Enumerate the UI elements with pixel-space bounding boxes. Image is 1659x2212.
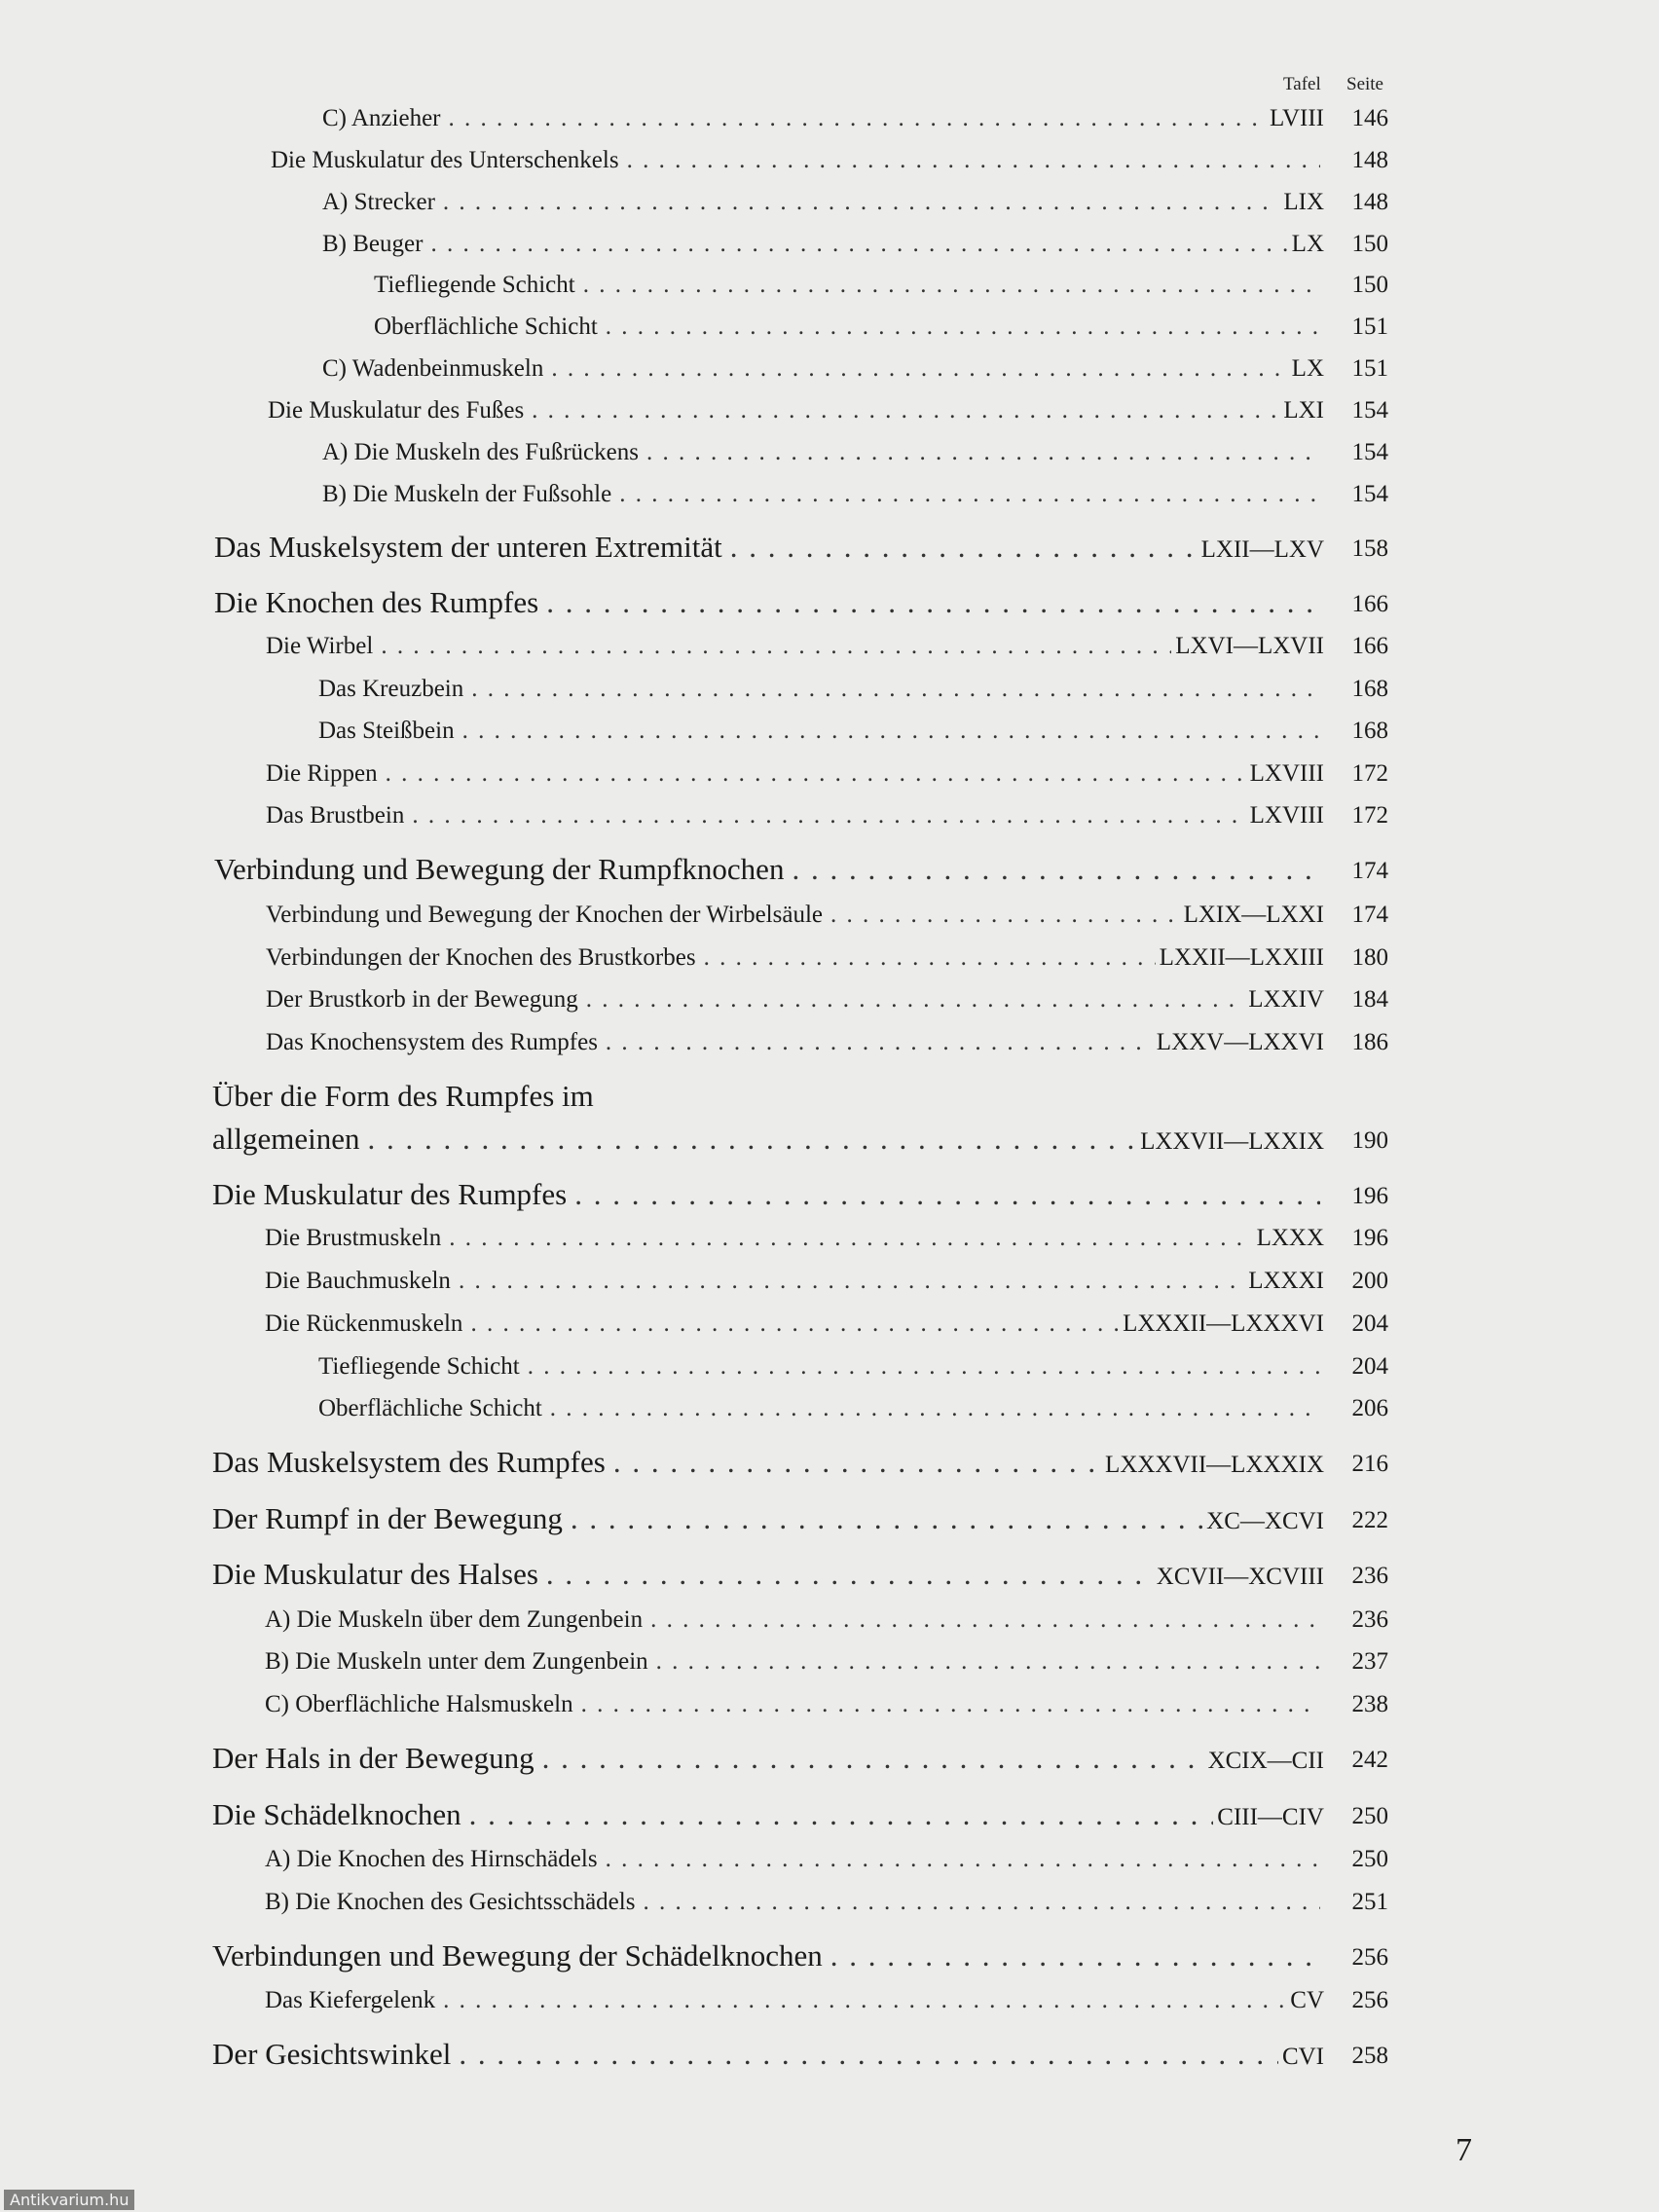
dot-leader <box>551 355 1287 383</box>
dot-leader <box>571 1501 1202 1536</box>
toc-entry-title: Der Gesichtswinkel <box>212 2037 452 2071</box>
toc-entry-page: 256 <box>1351 1944 1388 1971</box>
toc-entry-page: 158 <box>1351 535 1388 562</box>
toc-entry-page: 166 <box>1351 591 1388 617</box>
toc-entry <box>266 760 1324 799</box>
toc-entry-page: 168 <box>1351 718 1388 744</box>
toc-entry-tafel: XC—XCVI <box>1206 1508 1324 1534</box>
toc-entry-tafel: LXXXI <box>1248 1268 1324 1294</box>
toc-entry-title: Die Wirbel <box>266 633 374 659</box>
toc-entry-title: Oberflächliche Schicht <box>374 313 598 340</box>
toc-entry-page: 186 <box>1351 1029 1388 1055</box>
toc-entry-page: 184 <box>1351 986 1388 1013</box>
toc-entry-tafel: LXXXVII—LXXXIX <box>1105 1452 1324 1478</box>
toc-entry <box>322 189 1324 228</box>
toc-entry-page: 154 <box>1351 397 1388 424</box>
toc-entry-title: C) Anzieher <box>322 105 441 131</box>
dot-leader <box>412 802 1245 830</box>
page-number: 7 <box>1456 2132 1472 2168</box>
toc-entry-tafel: XCVII—XCVIII <box>1156 1564 1324 1590</box>
toc-entry-title: Der Hals in der Bewegung <box>212 1741 535 1775</box>
dot-leader <box>656 1648 1320 1676</box>
toc-entry <box>212 1501 1324 1540</box>
toc-entry <box>322 355 1324 394</box>
toc-entry-title: B) Die Knochen des Gesichtsschädels <box>265 1889 636 1915</box>
toc-entry-page: 216 <box>1351 1451 1388 1477</box>
toc-entry-page: 196 <box>1351 1183 1388 1209</box>
dot-leader <box>386 760 1246 788</box>
toc-entry-page: 204 <box>1351 1353 1388 1380</box>
dot-leader <box>381 633 1171 660</box>
toc-entry <box>318 1353 1324 1392</box>
toc-entry-page: 250 <box>1351 1803 1388 1829</box>
toc-entry-page: 174 <box>1351 858 1388 884</box>
toc-entry <box>266 1029 1324 1068</box>
toc-entry-tafel: LXXVII—LXXIX <box>1140 1128 1324 1155</box>
toc-entry-title: Das Muskelsystem des Rumpfes <box>212 1445 606 1479</box>
dot-leader <box>546 1557 1153 1592</box>
toc-entry <box>265 1648 1324 1687</box>
toc-entry-tafel: LXVIII <box>1249 760 1324 787</box>
toc-entry-title: Die Knochen des Rumpfes <box>214 585 539 619</box>
toc-entry <box>212 1445 1324 1484</box>
toc-entry <box>212 1557 1324 1596</box>
dot-leader <box>586 986 1244 1014</box>
column-header-seite: Seite <box>1346 74 1383 94</box>
toc-entry-title: Verbindungen der Knochen des Brustkorbes <box>266 944 696 971</box>
toc-entry-title: C) Wadenbeinmuskeln <box>322 355 544 382</box>
toc-entry-page: 222 <box>1351 1507 1388 1533</box>
toc-entry-page: 148 <box>1351 147 1388 173</box>
toc-entry-title: B) Die Muskeln unter dem Zungenbein <box>265 1648 648 1675</box>
toc-entry-title: Das Brustbein <box>266 802 405 829</box>
toc-entry <box>266 802 1324 841</box>
toc-entry-page: 172 <box>1351 802 1388 829</box>
dot-leader <box>704 944 1156 972</box>
toc-entry-tafel: LXII—LXV <box>1200 536 1324 563</box>
dot-leader <box>730 530 1198 565</box>
toc-entry <box>318 676 1324 715</box>
dot-leader <box>606 1029 1153 1056</box>
toc-entry <box>212 1741 1324 1780</box>
toc-entry-page: 237 <box>1351 1648 1388 1675</box>
toc-entry-tafel: LX <box>1291 231 1324 257</box>
dot-leader <box>448 105 1266 132</box>
toc-entry-title: Das Steißbein <box>318 718 455 744</box>
toc-entry-tafel: LXXX <box>1256 1225 1324 1251</box>
toc-entry-tafel: LIX <box>1283 189 1324 215</box>
toc-entry <box>265 1606 1324 1645</box>
dot-leader <box>459 1268 1244 1295</box>
toc-entry <box>322 105 1324 144</box>
toc-entry <box>265 1987 1324 2026</box>
toc-entry <box>266 902 1324 940</box>
toc-entry <box>374 272 1324 311</box>
toc-entry <box>265 1268 1324 1307</box>
toc-entry-tafel: LXXII—LXXIII <box>1159 944 1324 971</box>
column-header-tafel: Tafel <box>1283 74 1321 94</box>
toc-entry-page: 236 <box>1351 1606 1388 1633</box>
toc-entry <box>212 1079 1324 1118</box>
toc-entry-page: 196 <box>1351 1225 1388 1251</box>
dot-leader <box>443 189 1279 216</box>
toc-entry-page: 146 <box>1351 105 1388 131</box>
toc-entry-title: Verbindung und Bewegung der Rumpfknochen <box>214 852 785 886</box>
toc-entry-tafel: LXI <box>1283 397 1324 424</box>
toc-entry <box>318 1395 1324 1434</box>
toc-entry-page: 242 <box>1351 1747 1388 1773</box>
toc-entry <box>265 1225 1324 1264</box>
toc-entry-title: Verbindungen und Bewegung der Schädelknochen <box>212 1938 823 1972</box>
toc-entry-title: Die Muskulatur des Halses <box>212 1557 538 1591</box>
dot-leader <box>443 1987 1286 2014</box>
dot-leader <box>550 1395 1320 1422</box>
dot-leader <box>449 1225 1252 1252</box>
dot-leader <box>528 1353 1320 1381</box>
toc-entry <box>214 852 1324 891</box>
toc-entry-page: 150 <box>1351 231 1388 257</box>
toc-entry-page: 258 <box>1351 2043 1388 2069</box>
toc-entry-title: Über die Form des Rumpfes im <box>212 1079 594 1113</box>
toc-entry-title: Das Muskelsystem der unteren Extremität <box>214 530 722 564</box>
toc-entry-page: 236 <box>1351 1563 1388 1589</box>
toc-entry-title: Der Brustkorb in der Bewegung <box>266 986 578 1013</box>
toc-entry-tafel: XCIX—CII <box>1207 1748 1324 1774</box>
toc-entry <box>318 718 1324 756</box>
toc-entry-tafel: LX <box>1291 355 1324 382</box>
dot-leader <box>430 231 1287 258</box>
toc-entry <box>265 1889 1324 1928</box>
toc-entry-tafel: LXXV—LXXVI <box>1156 1029 1324 1055</box>
toc-entry-title: Das Knochensystem des Rumpfes <box>266 1029 598 1055</box>
toc-entry <box>214 530 1324 569</box>
toc-entry <box>374 313 1324 352</box>
toc-entry-title: A) Die Muskeln des Fußrückens <box>322 439 639 465</box>
dot-leader <box>546 585 1320 620</box>
toc-entry-page: 206 <box>1351 1395 1388 1421</box>
toc-entry-tafel: LXVIII <box>1249 802 1324 829</box>
toc-entry <box>265 1691 1324 1730</box>
toc-entry <box>322 481 1324 520</box>
toc-entry <box>265 1846 1324 1885</box>
toc-entry-page: 180 <box>1351 944 1388 971</box>
toc-entry <box>212 1122 1324 1161</box>
toc-entry-page: 151 <box>1351 355 1388 382</box>
dot-leader <box>542 1741 1204 1776</box>
toc-entry-page: 238 <box>1351 1691 1388 1717</box>
dot-leader <box>830 902 1180 929</box>
dot-leader <box>627 147 1320 174</box>
toc-entry-title: A) Strecker <box>322 189 435 215</box>
toc-entry <box>266 986 1324 1025</box>
dot-leader <box>459 2037 1278 2072</box>
toc-entry-title: Die Bauchmuskeln <box>265 1268 451 1294</box>
toc-entry-title: A) Die Knochen des Hirnschädels <box>265 1846 598 1872</box>
dot-leader <box>650 1606 1320 1634</box>
toc-entry-page: 154 <box>1351 481 1388 507</box>
dot-leader <box>613 1445 1101 1480</box>
toc-entry-title: Das Kiefergelenk <box>265 1987 436 2013</box>
dot-leader <box>532 397 1279 424</box>
toc-entry <box>322 231 1324 270</box>
toc-entry-tafel: LVIII <box>1269 105 1324 131</box>
toc-entry-title: Das Kreuzbein <box>318 676 464 702</box>
toc-entry-title: Die Schädelknochen <box>212 1797 461 1831</box>
toc-entry-title: allgemeinen <box>212 1122 360 1156</box>
dot-leader <box>581 1691 1320 1718</box>
toc-entry-page: 168 <box>1351 676 1388 702</box>
toc-entry <box>266 944 1324 983</box>
toc-entry-tafel: CIII—CIV <box>1217 1804 1324 1830</box>
dot-leader <box>470 1310 1119 1338</box>
toc-entry-title: Der Rumpf in der Bewegung <box>212 1501 563 1535</box>
toc-entry-title: Verbindung und Bewegung der Knochen der Wirbelsäule <box>266 902 823 928</box>
toc-entry-title: Die Muskulatur des Fußes <box>268 397 525 424</box>
dot-leader <box>643 1889 1320 1916</box>
toc-entry <box>271 147 1324 186</box>
toc-entry <box>212 1177 1324 1216</box>
toc-entry <box>265 1310 1324 1349</box>
toc-entry-title: B) Die Muskeln der Fußsohle <box>322 481 612 507</box>
toc-entry-title: Die Rückenmuskeln <box>265 1310 463 1337</box>
toc-entry-title: C) Oberflächliche Halsmuskeln <box>265 1691 573 1717</box>
dot-leader <box>583 272 1320 299</box>
toc-entry-page: 200 <box>1351 1268 1388 1294</box>
dot-leader <box>471 676 1320 703</box>
dot-leader <box>462 718 1320 745</box>
toc-entry <box>322 439 1324 478</box>
toc-entry-page: 154 <box>1351 439 1388 465</box>
toc-entry-title: Tiefliegende Schicht <box>374 272 575 298</box>
dot-leader <box>830 1938 1320 1973</box>
toc-entry-page: 256 <box>1351 1987 1388 2013</box>
toc-entry-page: 150 <box>1351 272 1388 298</box>
dot-leader <box>646 439 1320 466</box>
toc-entry-tafel: CV <box>1290 1987 1324 2013</box>
toc-entry-page: 166 <box>1351 633 1388 659</box>
toc-entry-title: Tiefliegende Schicht <box>318 1353 520 1380</box>
toc-entry-page: 190 <box>1351 1127 1388 1154</box>
toc-entry <box>266 633 1324 672</box>
watermark: Antikvarium.hu <box>4 2190 134 2210</box>
dot-leader <box>606 313 1320 341</box>
toc-entry-page: 148 <box>1351 189 1388 215</box>
dot-leader <box>606 1846 1320 1873</box>
toc-entry-title: Die Muskulatur des Unterschenkels <box>271 147 619 173</box>
toc-entry-tafel: LXVI—LXVII <box>1175 633 1324 659</box>
dot-leader <box>368 1122 1137 1157</box>
toc-entry-title: Die Rippen <box>266 760 378 787</box>
dot-leader <box>619 481 1320 508</box>
toc-entry-title: B) Beuger <box>322 231 424 257</box>
toc-entry <box>212 1797 1324 1836</box>
toc-entry-title: A) Die Muskeln über dem Zungenbein <box>265 1606 644 1633</box>
toc-entry <box>212 2037 1324 2076</box>
toc-entry <box>214 585 1324 624</box>
dot-leader <box>792 852 1320 887</box>
toc-entry-title: Die Muskulatur des Rumpfes <box>212 1177 568 1211</box>
toc-entry-page: 204 <box>1351 1310 1388 1337</box>
toc-entry-title: Oberflächliche Schicht <box>318 1395 542 1421</box>
toc-entry-page: 174 <box>1351 902 1388 928</box>
toc-entry-page: 151 <box>1351 313 1388 340</box>
toc-entry-page: 250 <box>1351 1846 1388 1872</box>
dot-leader <box>574 1177 1320 1212</box>
toc-entry-tafel: LXIX—LXXI <box>1183 902 1324 928</box>
toc-entry-title: Die Brustmuskeln <box>265 1225 442 1251</box>
toc-entry <box>212 1938 1324 1977</box>
toc-entry-tafel: LXXIV <box>1248 986 1324 1013</box>
toc-entry-page: 251 <box>1351 1889 1388 1915</box>
toc-entry <box>268 397 1324 436</box>
toc-entry-tafel: LXXXII—LXXXVI <box>1123 1310 1324 1337</box>
dot-leader <box>469 1797 1214 1832</box>
toc-entry-tafel: CVI <box>1281 2044 1324 2070</box>
toc-entry-page: 172 <box>1351 760 1388 787</box>
